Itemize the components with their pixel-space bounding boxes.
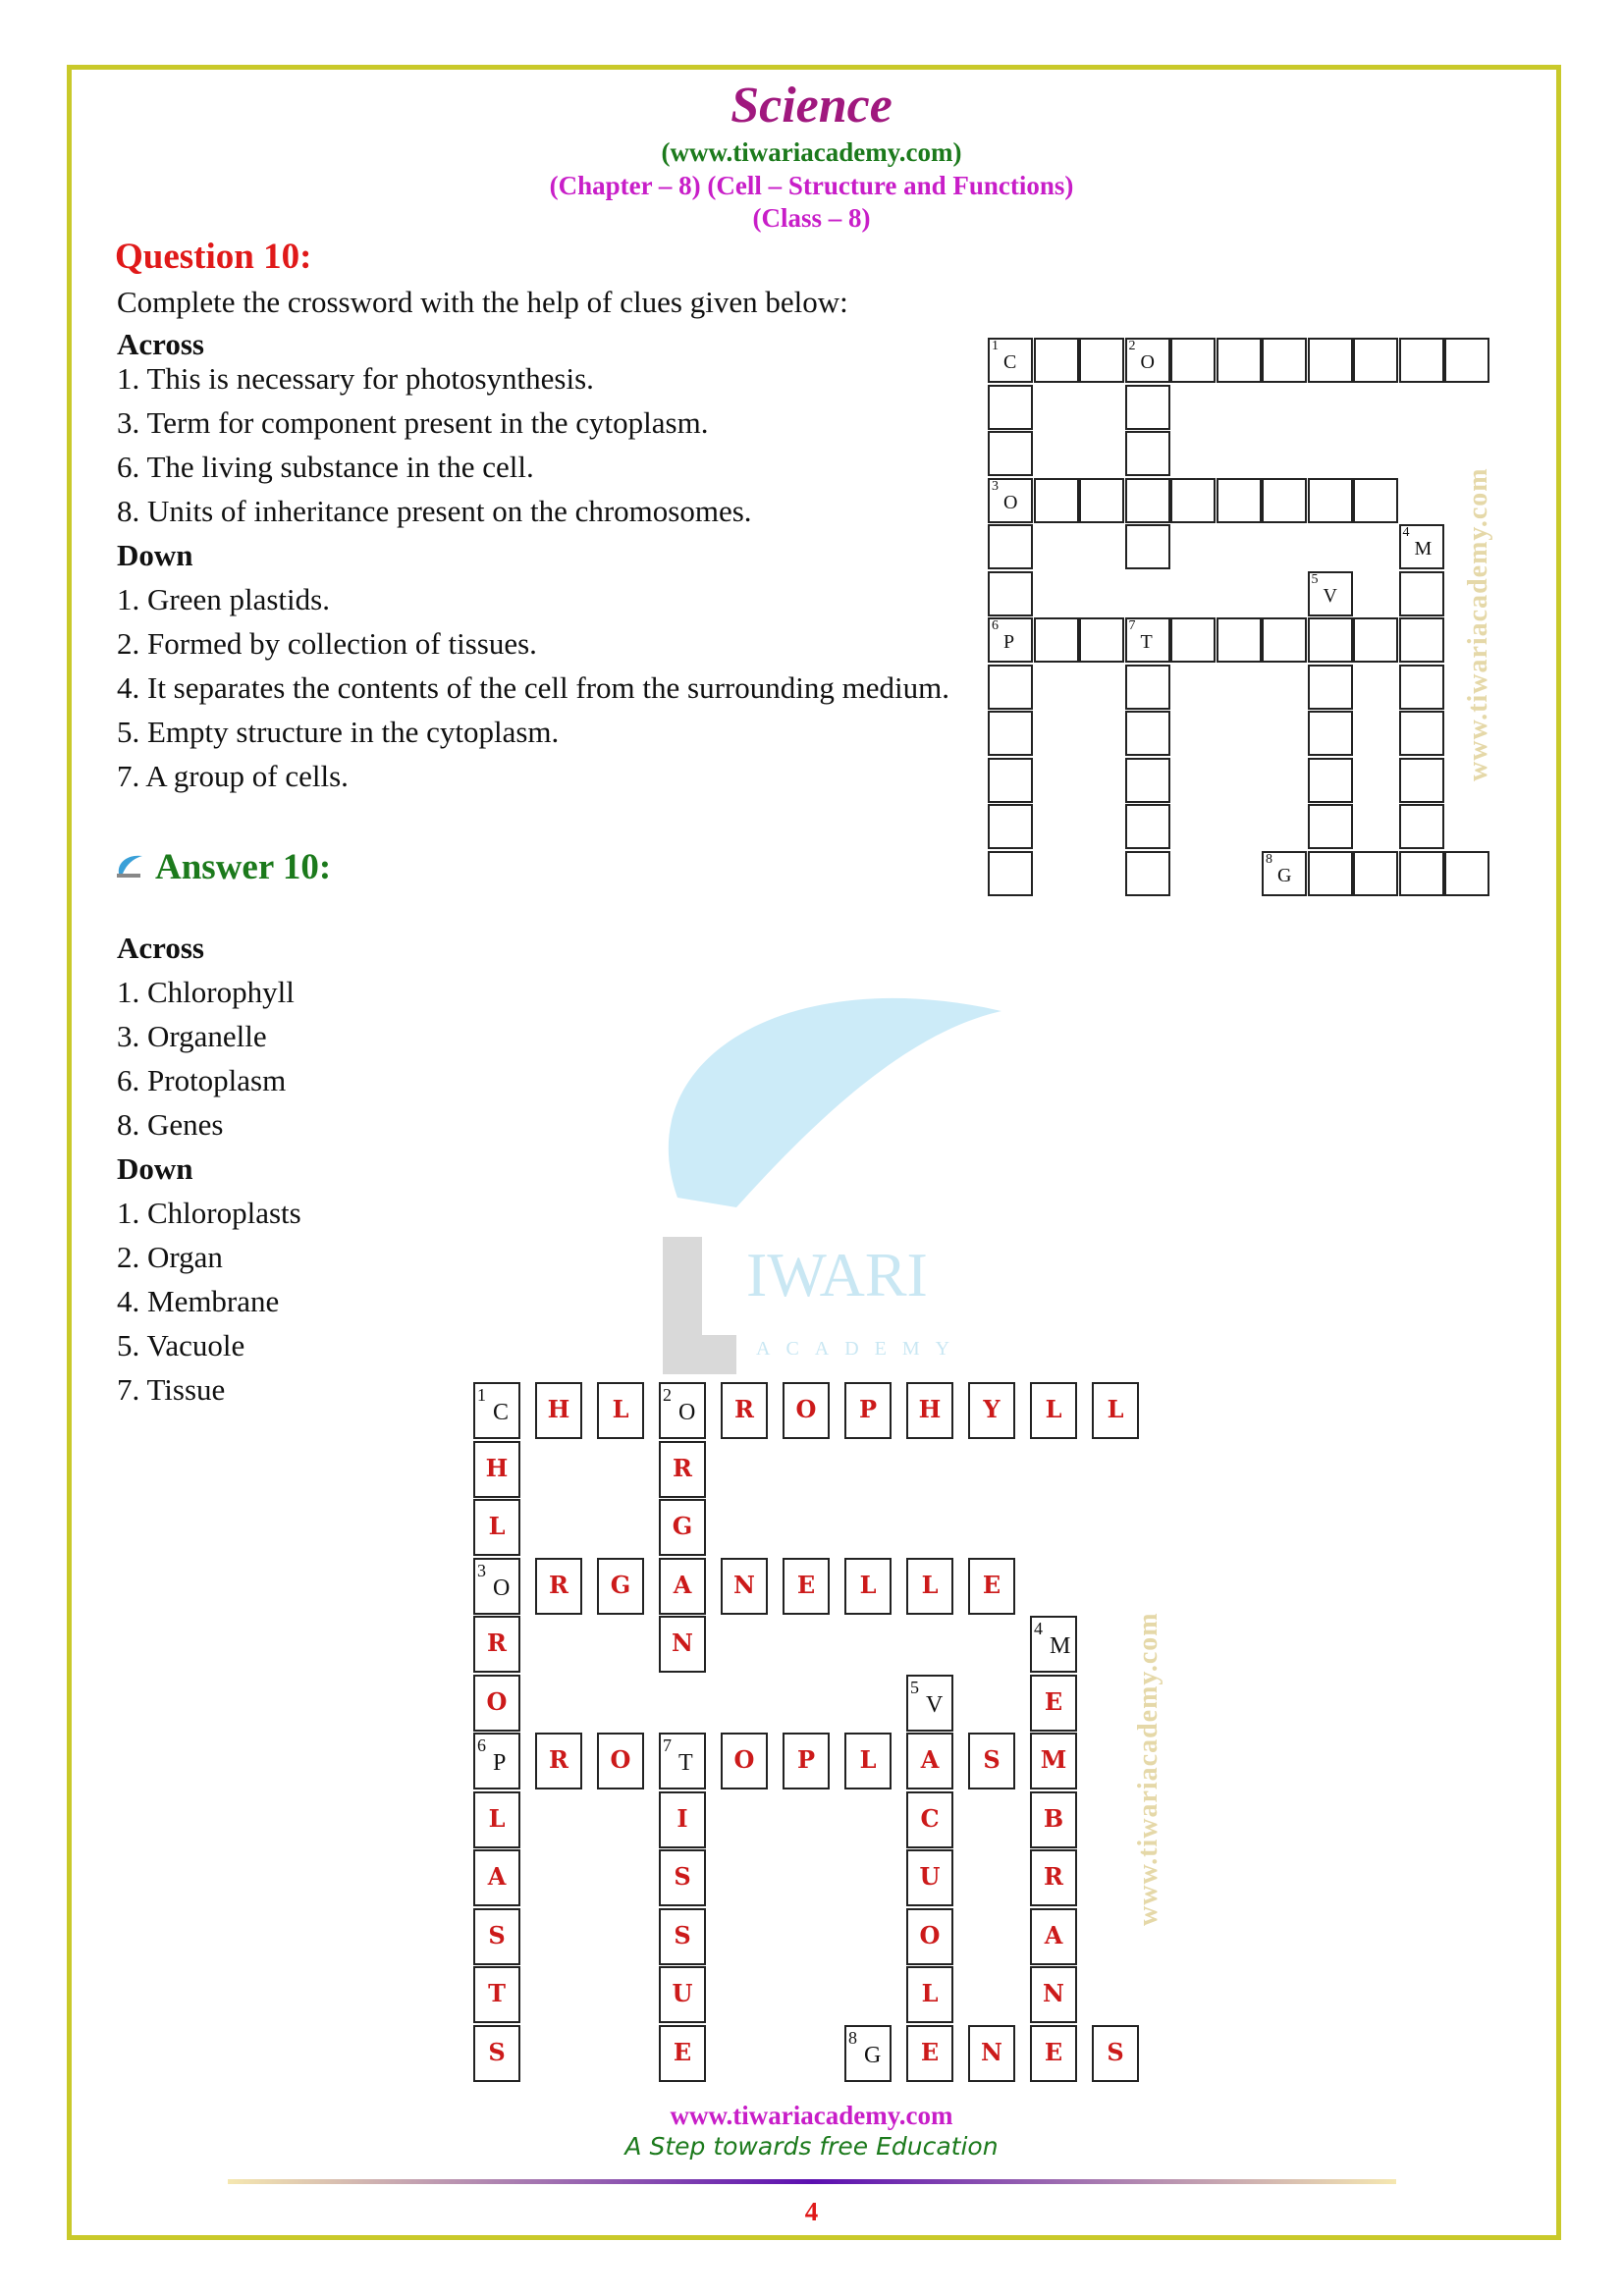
clue-down-7: 7. A group of cells.	[117, 759, 349, 793]
crossword-cell[interactable]	[988, 571, 1033, 616]
crossword-cell	[968, 2025, 1015, 2082]
crossword-cell[interactable]	[1399, 711, 1444, 756]
crossword-cell	[844, 2025, 892, 2082]
cell-answer-letter: S	[488, 2037, 506, 2066]
crossword-cell	[721, 1558, 768, 1615]
cell-answer-letter: H	[485, 1453, 509, 1482]
crossword-cell[interactable]	[988, 478, 1033, 523]
crossword-cell[interactable]	[988, 851, 1033, 896]
crossword-cell[interactable]	[1034, 478, 1079, 523]
cell-answer-letter: R	[549, 1745, 568, 1774]
crossword-cell[interactable]	[1125, 758, 1170, 803]
crossword-cell	[783, 1558, 830, 1615]
cell-hint-letter: T	[1140, 631, 1153, 653]
cell-hint-letter: O	[1003, 491, 1018, 513]
crossword-cell	[1030, 1675, 1077, 1732]
crossword-cell[interactable]	[1308, 665, 1353, 710]
crossword-cell[interactable]	[1399, 665, 1444, 710]
crossword-cell	[597, 1558, 644, 1615]
clue-down-5: 5. Empty structure in the cytoplasm.	[117, 715, 560, 749]
answer-across-list	[117, 926, 295, 1147]
header-website[interactable]: (www.tiwariacademy.com)	[661, 137, 962, 167]
cell-number: 4	[1402, 525, 1410, 540]
cell-answer-letter: E	[1044, 1686, 1063, 1716]
cell-answer-letter: S	[488, 1920, 506, 1949]
crossword-cell[interactable]	[1353, 478, 1398, 523]
cell-number: 6	[992, 618, 999, 633]
crossword-cell	[659, 1791, 706, 1848]
cell-answer-letter: R	[734, 1395, 754, 1423]
answer-down-5: 5. Vacuole	[117, 1328, 245, 1362]
answer-down-list	[117, 1147, 301, 1412]
answer-across-3: 3. Organelle	[117, 1019, 267, 1053]
crossword-cell[interactable]	[1217, 617, 1262, 663]
clue-across-8: 8. Units of inheritance present on the chromosomes.	[117, 494, 752, 528]
cell-answer-letter: E	[673, 2037, 692, 2066]
clue-across-6: 6. The living substance in the cell.	[117, 450, 534, 484]
question-across-label: Across	[117, 327, 204, 361]
cell-answer-letter: R	[673, 1453, 692, 1482]
page-number: 4	[804, 2197, 819, 2226]
crossword-cell[interactable]	[1444, 338, 1489, 383]
crossword-cell[interactable]	[1034, 617, 1079, 663]
crossword-cell[interactable]	[1125, 804, 1170, 849]
crossword-cell[interactable]	[1399, 524, 1444, 569]
cell-number: 8	[848, 2027, 857, 2048]
cell-answer-letter: A	[1044, 1920, 1063, 1949]
crossword-cell	[1030, 1733, 1077, 1789]
cell-hint-letter: G	[864, 2042, 882, 2068]
crossword-cell	[659, 1499, 706, 1556]
cell-hint-letter: O	[1140, 351, 1155, 373]
crossword-cell[interactable]	[1353, 617, 1398, 663]
crossword-cell[interactable]	[1308, 338, 1353, 383]
cell-number: 4	[1034, 1619, 1043, 1638]
crossword-cell[interactable]	[1170, 478, 1216, 523]
side-watermark-top: www.tiwariacademy.com	[1463, 467, 1493, 781]
cell-answer-letter: E	[982, 1570, 1001, 1599]
crossword-cell	[659, 1616, 706, 1673]
crossword-cell[interactable]	[1308, 758, 1353, 803]
cell-number: 6	[477, 1735, 486, 1755]
crossword-cell[interactable]	[1308, 617, 1353, 663]
crossword-cell[interactable]	[1125, 478, 1170, 523]
cell-answer-letter: S	[983, 1745, 1001, 1774]
cell-answer-letter: G	[610, 1570, 631, 1599]
cell-number: 3	[477, 1560, 486, 1580]
cell-hint-letter: P	[493, 1750, 507, 1776]
crossword-cell[interactable]	[1034, 338, 1079, 383]
crossword-cell[interactable]	[988, 758, 1033, 803]
crossword-cell[interactable]	[1399, 571, 1444, 616]
crossword-cell	[473, 1616, 520, 1673]
cell-answer-letter: L	[921, 1979, 939, 2007]
crossword-cell[interactable]	[1125, 385, 1170, 430]
cell-hint-letter: T	[678, 1750, 693, 1776]
cell-answer-letter: E	[796, 1570, 816, 1599]
crossword-cell	[906, 2025, 953, 2082]
cell-answer-letter: A	[673, 1570, 692, 1599]
cell-answer-letter: O	[919, 1920, 941, 1949]
cell-hint-letter: O	[493, 1575, 511, 1601]
crossword-cell	[473, 1966, 520, 2023]
footer-divider	[228, 2179, 1396, 2184]
answer-down-2: 2. Organ	[117, 1240, 223, 1274]
tiwari-answer-icon	[115, 852, 144, 880]
cell-answer-letter: C	[920, 1803, 940, 1833]
answer-across-6: 6. Protoplasm	[117, 1063, 287, 1097]
cell-answer-letter: S	[1107, 2037, 1124, 2066]
crossword-cell	[906, 1791, 953, 1848]
cell-number: 2	[1128, 339, 1136, 353]
crossword-cell[interactable]	[1399, 758, 1444, 803]
cell-answer-letter: R	[487, 1629, 507, 1657]
crossword-solved	[473, 1382, 1166, 2095]
footer-website[interactable]: www.tiwariacademy.com	[670, 2101, 953, 2130]
cell-answer-letter: L	[612, 1395, 629, 1423]
crossword-cell	[473, 1558, 520, 1615]
cell-answer-letter: P	[796, 1745, 816, 1774]
answer-across-1: 1. Chlorophyll	[117, 975, 295, 1009]
crossword-cell	[659, 1733, 706, 1789]
cell-number: 5	[910, 1677, 919, 1697]
cell-number: 1	[992, 339, 999, 353]
cell-answer-letter: P	[858, 1395, 878, 1423]
cell-answer-letter: R	[549, 1570, 568, 1599]
cell-answer-letter: O	[795, 1395, 817, 1423]
question-clues	[117, 356, 961, 798]
crossword-cell	[473, 1441, 520, 1498]
cell-answer-letter: O	[610, 1745, 631, 1774]
cell-number: 7	[1128, 618, 1136, 633]
cell-answer-letter: T	[488, 1979, 506, 2007]
crossword-cell	[659, 1908, 706, 1965]
crossword-cell[interactable]	[1125, 338, 1170, 383]
cell-number: 1	[477, 1385, 486, 1405]
question-heading: Question 10:	[115, 237, 312, 277]
crossword-cell[interactable]	[1125, 851, 1170, 896]
side-watermark-bottom: www.tiwariacademy.com	[1133, 1612, 1163, 1926]
cell-answer-letter: U	[672, 1979, 693, 2007]
crossword-cell	[597, 1382, 644, 1439]
crossword-cell[interactable]	[1308, 711, 1353, 756]
answer-down-4: 4. Membrane	[117, 1284, 280, 1318]
clue-across-3: 3. Term for component present in the cytoplasm.	[117, 405, 709, 440]
crossword-cell[interactable]	[988, 338, 1033, 383]
answer-across-8: 8. Genes	[117, 1107, 224, 1142]
crossword-cell	[844, 1558, 892, 1615]
crossword-cell	[906, 1966, 953, 2023]
crossword-cell[interactable]	[1444, 851, 1489, 896]
cell-answer-letter: L	[488, 1512, 506, 1540]
cell-answer-letter: O	[733, 1745, 755, 1774]
crossword-cell[interactable]	[1125, 431, 1170, 476]
crossword-cell	[1030, 2025, 1077, 2082]
cell-answer-letter: A	[487, 1862, 507, 1891]
cell-answer-letter: R	[1044, 1862, 1063, 1891]
crossword-cell[interactable]	[1125, 711, 1170, 756]
crossword-cell[interactable]	[1308, 851, 1353, 896]
class-label: (Class – 8)	[752, 203, 871, 233]
cell-hint-letter: V	[1323, 584, 1337, 607]
crossword-cell	[906, 1733, 953, 1789]
cell-answer-letter: L	[859, 1570, 877, 1599]
crossword-cell	[659, 1966, 706, 2023]
crossword-cell[interactable]	[988, 617, 1033, 663]
crossword-cell[interactable]	[1262, 478, 1307, 523]
cell-answer-letter: L	[921, 1570, 939, 1599]
crossword-cell	[1030, 1908, 1077, 1965]
clue-down-4: 4. It separates the contents of the cell from the surrounding medium.	[117, 670, 949, 705]
crossword-cell	[721, 1733, 768, 1789]
question-intro: Complete the crossword with the help of clues given below:	[117, 285, 848, 319]
crossword-cell[interactable]	[1353, 338, 1398, 383]
cell-answer-letter: L	[1045, 1395, 1062, 1423]
answer-down-1: 1. Chloroplasts	[117, 1196, 301, 1230]
question-down-label: Down	[117, 538, 193, 572]
crossword-cell	[906, 1908, 953, 1965]
crossword-cell	[721, 1382, 768, 1439]
answer-down-label: Down	[117, 1151, 193, 1186]
crossword-cell	[659, 1849, 706, 1906]
crossword-cell[interactable]	[1399, 338, 1444, 383]
answer-down-7: 7. Tissue	[117, 1372, 226, 1407]
crossword-cell[interactable]	[1079, 617, 1124, 663]
crossword-cell[interactable]	[1399, 617, 1444, 663]
crossword-cell	[473, 1908, 520, 1965]
crossword-cell[interactable]	[1262, 617, 1307, 663]
crossword-cell	[473, 1791, 520, 1848]
crossword-cell	[906, 1849, 953, 1906]
crossword-cell[interactable]	[1170, 338, 1216, 383]
cell-number: 2	[663, 1385, 672, 1405]
crossword-cell	[1030, 1616, 1077, 1673]
crossword-cell[interactable]	[988, 524, 1033, 569]
chapter-label: (Chapter – 8) (Cell – Structure and Functions)	[549, 171, 1074, 200]
cell-hint-letter: V	[926, 1691, 944, 1718]
cell-hint-letter: C	[493, 1400, 510, 1425]
cell-answer-letter: O	[486, 1686, 508, 1716]
crossword-cell	[968, 1558, 1015, 1615]
crossword-cell	[906, 1558, 953, 1615]
crossword-cell	[844, 1733, 892, 1789]
crossword-cell[interactable]	[1308, 571, 1353, 616]
crossword-cell	[473, 1675, 520, 1732]
cell-hint-letter: M	[1414, 538, 1433, 560]
crossword-cell	[597, 1733, 644, 1789]
page-title: Science	[730, 78, 893, 133]
cell-answer-letter: S	[674, 1862, 691, 1891]
crossword-cell	[473, 2025, 520, 2082]
cell-answer-letter: H	[918, 1395, 942, 1423]
crossword-cell	[473, 1499, 520, 1556]
crossword-cell	[906, 1675, 953, 1732]
crossword-cell[interactable]	[1399, 851, 1444, 896]
crossword-cell[interactable]	[988, 665, 1033, 710]
crossword-cell[interactable]	[1308, 804, 1353, 849]
footer-tagline: A Step towards free Education	[624, 2132, 999, 2161]
cell-hint-letter: G	[1277, 864, 1292, 886]
cell-number: 7	[663, 1735, 672, 1755]
cell-hint-letter: M	[1050, 1633, 1071, 1659]
crossword-cell	[535, 1733, 582, 1789]
crossword-cell	[659, 2025, 706, 2082]
cell-answer-letter: E	[1044, 2037, 1063, 2066]
crossword-cell	[535, 1558, 582, 1615]
crossword-cell	[659, 1441, 706, 1498]
clue-down-2: 2. Formed by collection of tissues.	[117, 626, 537, 661]
crossword-cell	[535, 1382, 582, 1439]
crossword-cell[interactable]	[1399, 804, 1444, 849]
crossword-cell	[968, 1382, 1015, 1439]
crossword-cell	[844, 1382, 892, 1439]
cell-answer-letter: M	[1040, 1745, 1067, 1774]
clue-across-1: 1. This is necessary for photosynthesis.	[117, 361, 594, 396]
crossword-cell	[473, 1382, 520, 1439]
cell-number: 8	[1266, 851, 1272, 867]
crossword-cell[interactable]	[1079, 478, 1124, 523]
cell-answer-letter: N	[1043, 1979, 1064, 2007]
crossword-cell	[473, 1849, 520, 1906]
cell-number: 3	[992, 478, 999, 494]
crossword-cell[interactable]	[1125, 665, 1170, 710]
crossword-cell	[1092, 1382, 1139, 1439]
cell-hint-letter: P	[1003, 631, 1015, 653]
crossword-cell[interactable]	[1308, 478, 1353, 523]
crossword-cell[interactable]	[988, 431, 1033, 476]
logo-word: IWARI	[746, 1240, 928, 1309]
cell-answer-letter: U	[919, 1862, 941, 1891]
crossword-cell[interactable]	[1125, 524, 1170, 569]
cell-answer-letter: L	[859, 1745, 877, 1774]
cell-answer-letter: I	[676, 1803, 688, 1833]
crossword-cell[interactable]	[1079, 338, 1124, 383]
crossword-cell	[1030, 1849, 1077, 1906]
crossword-cell[interactable]	[1262, 338, 1307, 383]
leaf-watermark-icon	[669, 998, 1001, 1207]
cell-answer-letter: N	[981, 2037, 1002, 2066]
cell-answer-letter: L	[1107, 1395, 1124, 1423]
cell-answer-letter: N	[733, 1570, 755, 1599]
crossword-cell[interactable]	[988, 711, 1033, 756]
cell-answer-letter: B	[1043, 1803, 1064, 1833]
cell-answer-letter: E	[920, 2037, 940, 2066]
crossword-cell	[783, 1733, 830, 1789]
crossword-cell	[473, 1733, 520, 1789]
tiwari-logo-watermark	[589, 942, 1001, 1374]
cell-answer-letter: G	[672, 1512, 693, 1540]
crossword-cell	[1030, 1966, 1077, 2023]
crossword-cell	[659, 1558, 706, 1615]
cell-answer-letter: L	[488, 1803, 506, 1833]
crossword-empty	[988, 338, 1494, 909]
crossword-cell[interactable]	[1170, 617, 1216, 663]
crossword-cell[interactable]	[1217, 338, 1262, 383]
cell-answer-letter: H	[547, 1395, 570, 1423]
crossword-cell[interactable]	[988, 804, 1033, 849]
cell-answer-letter: S	[674, 1920, 691, 1949]
crossword-cell	[783, 1382, 830, 1439]
crossword-cell	[1030, 1382, 1077, 1439]
crossword-cell	[968, 1733, 1015, 1789]
crossword-cell	[659, 1382, 706, 1439]
crossword-cell[interactable]	[1262, 851, 1307, 896]
answer-heading: Answer 10:	[155, 847, 332, 887]
cell-hint-letter: O	[678, 1400, 696, 1425]
cell-answer-letter: Y	[983, 1395, 1001, 1423]
crossword-cell	[906, 1382, 953, 1439]
crossword-cell[interactable]	[1353, 851, 1398, 896]
cell-answer-letter: N	[672, 1629, 693, 1657]
cell-number: 5	[1311, 571, 1319, 587]
crossword-cell	[1030, 1791, 1077, 1848]
cell-hint-letter: C	[1003, 351, 1017, 373]
answer-across-label: Across	[117, 931, 204, 965]
crossword-cell[interactable]	[988, 385, 1033, 430]
crossword-cell[interactable]	[1125, 617, 1170, 663]
crossword-cell	[1092, 2025, 1139, 2082]
crossword-cell[interactable]	[1217, 478, 1262, 523]
logo-sub: ACADEMY	[756, 1338, 966, 1360]
clue-down-1: 1. Green plastids.	[117, 582, 330, 616]
cell-answer-letter: A	[920, 1745, 940, 1774]
